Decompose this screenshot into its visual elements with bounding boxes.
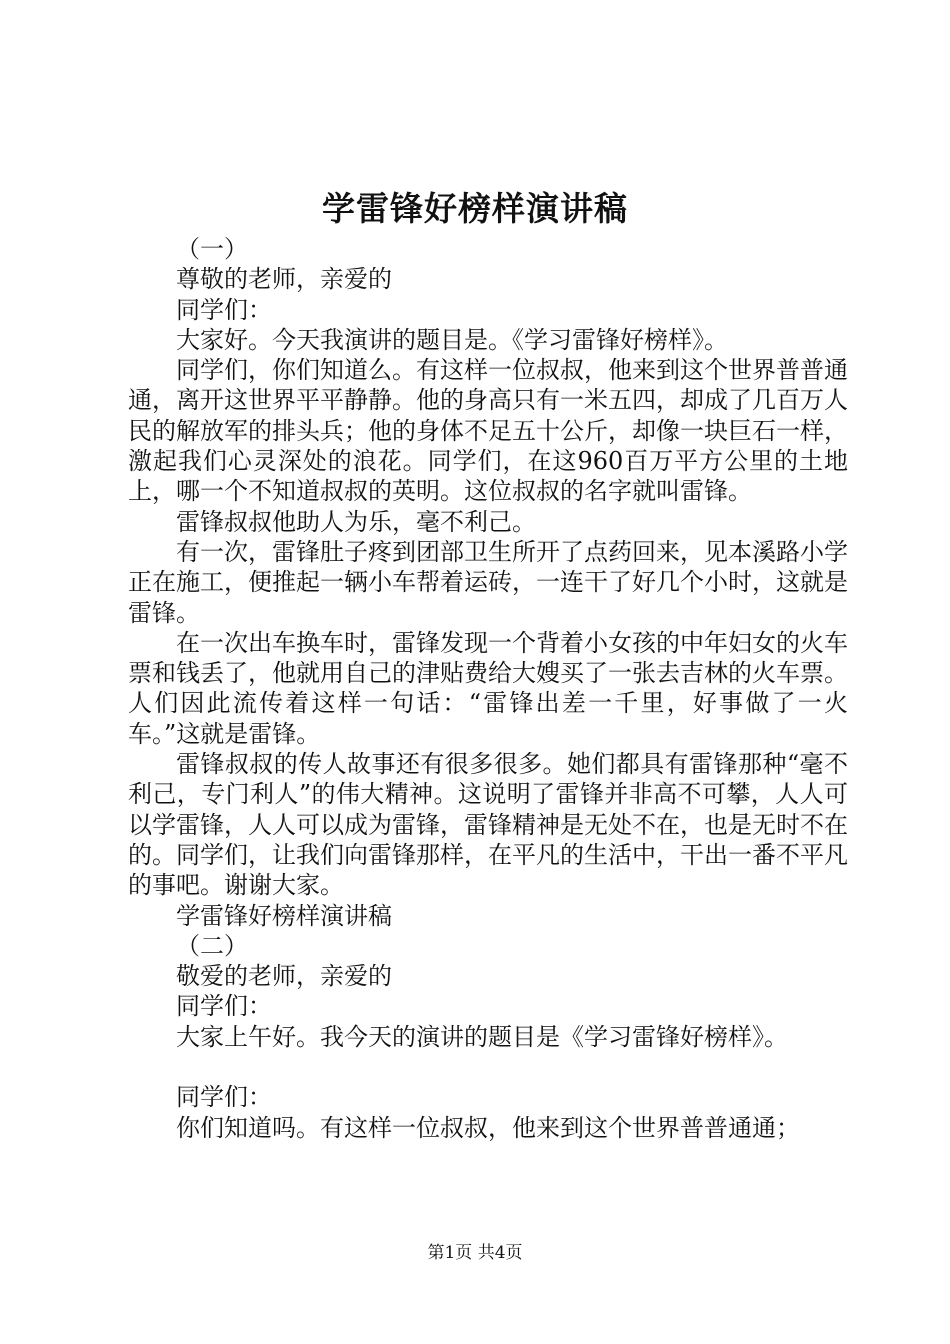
- document-body: [128, 234, 848, 1143]
- paragraph: 同学们：: [176, 992, 272, 1021]
- paragraph: 大家上午好。我今天的演讲的题目是《学习雷锋好榜样》。: [176, 1022, 788, 1051]
- paragraph: 同学们：: [176, 1083, 272, 1112]
- paragraph: 你们知道吗。有这样一位叔叔，他来到这个世界普普通通；: [176, 1113, 800, 1142]
- blank-line: [128, 1052, 848, 1082]
- page-number: 第1页 共4页: [427, 1243, 523, 1263]
- paragraph: 学雷锋好榜样演讲稿: [176, 901, 392, 930]
- paragraph: 雷锋叔叔的传人故事还有很多很多。她们都具有雷锋那种“毫不利己，专门利人”的伟大精神。这说明了雷锋并非高不可攀，人人可以学雷锋，人人可以成为雷锋，雷锋精神是无处不在，也是无时不在的。同学们，让我们向雷锋那样，在平凡的生活中，干出一番不平凡的事吧。谢谢大家。: [128, 750, 848, 900]
- paragraph: 敬爱的老师，亲爱的: [176, 962, 392, 991]
- paragraph: 同学们：: [176, 295, 272, 324]
- paragraph: 有一次，雷锋肚子疼到团部卫生所开了点药回来，见本溪路小学正在施工，便推起一辆小车帮着运砖，一连干了好几个小时，这就是雷锋。: [128, 537, 848, 627]
- document-title: 学雷锋好榜样演讲稿: [322, 189, 628, 228]
- paragraph: 雷锋叔叔他助人为乐，毫不利己。: [176, 507, 536, 536]
- paragraph: 大家好。今天我演讲的题目是。《学习雷锋好榜样》。: [176, 325, 728, 354]
- paragraph: 同学们，你们知道么。有这样一位叔叔，他来到这个世界普普通通，离开这世界平平静静。他的身高只有一米五四，却成了几百万人民的解放军的排头兵；他的身体不足五十公斤，却像一块巨石一样，激起我们心灵深处的浪花。同学们，在这960百万平方公里的土地上，哪一个不知道叔叔的英明。这位叔叔的名字就叫雷锋。: [128, 356, 848, 506]
- paragraph: 在一次出车换车时，雷锋发现一个背着小女孩的中年妇女的火车票和钱丢了，他就用自己的津贴费给大嫂买了一张去吉林的火车票。人们因此流传着这样一句话：“雷锋出差一千里，好事做了一火车。”这就是雷锋。: [128, 628, 848, 748]
- paragraph: （一）: [176, 235, 248, 263]
- paragraph: 尊敬的老师，亲爱的: [176, 265, 392, 294]
- paragraph: （二）: [176, 931, 248, 960]
